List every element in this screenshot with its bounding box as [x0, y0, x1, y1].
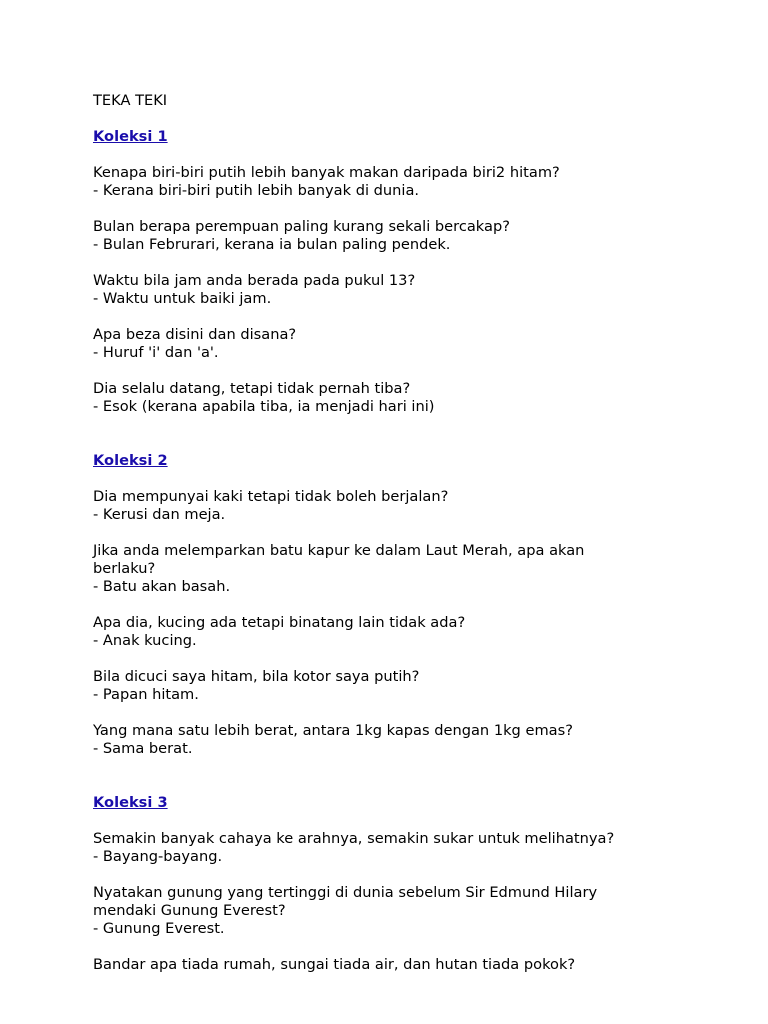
question-text: Dia selalu datang, tetapi tidak pernah tiba? — [93, 380, 411, 397]
question-text: Apa dia, kucing ada tetapi binatang lain tidak ada? — [93, 614, 466, 631]
qa-item — [93, 830, 733, 866]
qa-item — [93, 956, 733, 974]
qa-item — [93, 218, 733, 254]
qa-item — [93, 668, 733, 704]
question-text: Bulan berapa perempuan paling kurang sekali bercakap? — [93, 218, 510, 235]
qa-item — [93, 164, 733, 200]
answer-text: - Bayang-bayang. — [93, 848, 223, 865]
document-title: TEKA TEKI — [93, 92, 168, 109]
koleksi-2-link[interactable]: Koleksi 2 — [93, 452, 168, 469]
section-koleksi-2 — [93, 452, 733, 758]
qa-item — [93, 380, 733, 416]
qa-item — [93, 488, 733, 524]
qa-item — [93, 272, 733, 308]
question-text: Bila dicuci saya hitam, bila kotor saya putih? — [93, 668, 420, 685]
qa-item — [93, 614, 733, 650]
question-text: Apa beza disini dan disana? — [93, 326, 297, 343]
answer-text: - Esok (kerana apabila tiba, ia menjadi hari ini) — [93, 398, 435, 415]
answer-text: - Gunung Everest. — [93, 920, 225, 937]
question-text: Yang mana satu lebih berat, antara 1kg kapas dengan 1kg emas? — [93, 722, 573, 739]
question-text: Kenapa biri-biri putih lebih banyak makan daripada biri2 hitam? — [93, 164, 560, 181]
section-koleksi-3 — [93, 794, 733, 974]
question-text: Semakin banyak cahaya ke arahnya, semakin sukar untuk melihatnya? — [93, 830, 615, 847]
question-text: Bandar apa tiada rumah, sungai tiada air, dan hutan tiada pokok? — [93, 956, 576, 973]
answer-text: - Papan hitam. — [93, 686, 199, 703]
question-text: Nyatakan gunung yang tertinggi di dunia sebelum Sir Edmund Hilary mendaki Gunung Everest? — [93, 884, 598, 919]
answer-text: - Batu akan basah. — [93, 578, 231, 595]
qa-item — [93, 542, 733, 596]
koleksi-3-link[interactable]: Koleksi 3 — [93, 794, 168, 811]
question-text: Jika anda melemparkan batu kapur ke dalam Laut Merah, apa akan berlaku? — [93, 542, 585, 577]
answer-text: - Bulan Februrari, kerana ia bulan paling pendek. — [93, 236, 451, 253]
answer-text: - Waktu untuk baiki jam. — [93, 290, 272, 307]
answer-text: - Huruf 'i' dan 'a'. — [93, 344, 219, 361]
answer-text: - Anak kucing. — [93, 632, 197, 649]
answer-text: - Sama berat. — [93, 740, 193, 757]
qa-item — [93, 884, 733, 938]
qa-item — [93, 722, 733, 758]
section-koleksi-1 — [93, 128, 733, 416]
question-text: Dia mempunyai kaki tetapi tidak boleh berjalan? — [93, 488, 449, 505]
qa-item — [93, 326, 733, 362]
koleksi-1-link[interactable]: Koleksi 1 — [93, 128, 168, 145]
answer-text: - Kerusi dan meja. — [93, 506, 226, 523]
answer-text: - Kerana biri-biri putih lebih banyak di dunia. — [93, 182, 420, 199]
document-page — [93, 92, 733, 974]
question-text: Waktu bila jam anda berada pada pukul 13? — [93, 272, 416, 289]
